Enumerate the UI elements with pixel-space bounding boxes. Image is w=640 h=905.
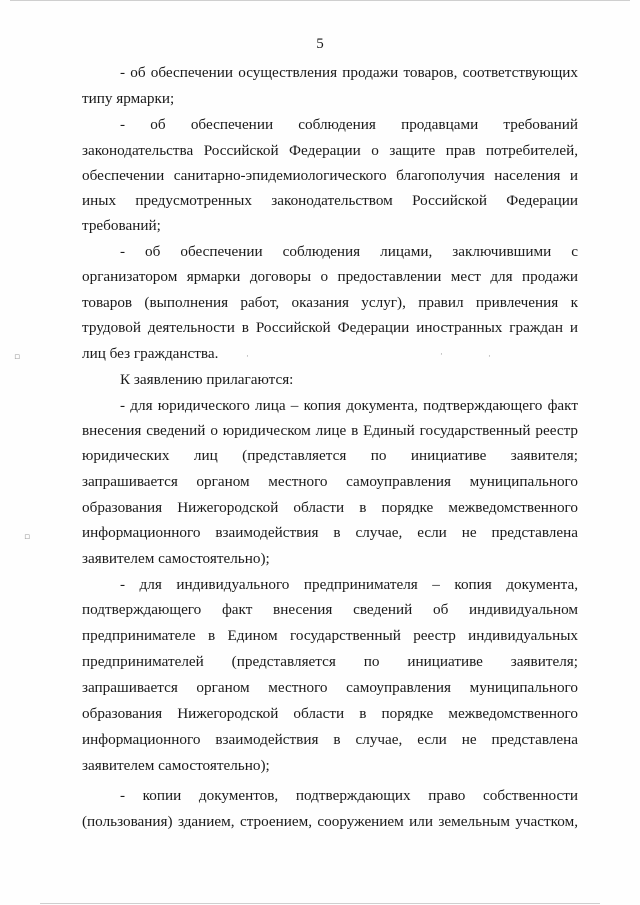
text-line: запрашивается органом местного самоуправления муниципального: [82, 679, 578, 696]
scan-speck: ·: [246, 352, 249, 362]
text-line: информационного взаимодействия в случае, если не представлена: [82, 731, 578, 748]
text-line: информационного взаимодействия в случае, если не представлена: [82, 524, 578, 541]
scan-speck: ▫: [14, 352, 21, 362]
text-line: образования Нижегородской области в порядке межведомственного: [82, 705, 578, 722]
text-line: подтверждающего факт внесения сведений об индивидуальном: [82, 601, 578, 618]
text-line: предпринимателе в Едином государственный реестр индивидуальных: [82, 627, 578, 644]
text-line: - об обеспечении соблюдения продавцами требований: [120, 116, 578, 133]
text-line: - для индивидуального предпринимателя – копия документа,: [120, 576, 578, 593]
text-line: К заявлению прилагаются:: [120, 371, 294, 388]
text-line: заявителем самостоятельно);: [82, 550, 270, 567]
text-line: организатором ярмарки договоры о предоставлении мест для продажи: [82, 268, 578, 285]
text-line: типу ярмарки;: [82, 90, 175, 107]
text-line: иных предусмотренных законодательством Российской Федерации: [82, 192, 578, 209]
text-line: товаров (выполнения работ, оказания услуг), правил привлечения к: [82, 294, 578, 311]
text-line: предпринимателей (представляется по инициативе заявителя;: [82, 653, 578, 670]
scan-edge-bottom: [40, 903, 600, 904]
text-line: образования Нижегородской области в порядке межведомственного: [82, 499, 578, 516]
text-line: законодательства Российской Федерации о защите прав потребителей,: [82, 142, 578, 159]
text-line: юридических лиц (представляется по инициативе заявителя;: [82, 447, 578, 464]
text-line: (пользования) зданием, строением, сооружением или земельным участком,: [82, 813, 578, 830]
text-line: - об обеспечении осуществления продажи товаров, соответствующих: [120, 64, 578, 81]
page-number: 5: [316, 36, 324, 52]
scan-speck: ·: [488, 352, 491, 362]
text-line: требований;: [82, 217, 161, 234]
text-line: - для юридического лица – копия документа, подтверждающего факт: [120, 397, 578, 414]
text-line: - копии документов, подтверждающих право собственности: [120, 787, 578, 804]
text-line: - об обеспечении соблюдения лицами, заключившими с: [120, 243, 578, 260]
scan-edge-top: [10, 0, 630, 1]
text-line: внесения сведений о юридическом лице в Единый государственный реестр: [82, 422, 578, 439]
text-line: лиц без гражданства.: [82, 345, 219, 362]
text-line: заявителем самостоятельно);: [82, 757, 270, 774]
scan-speck: ▫: [24, 532, 31, 542]
text-line: трудовой деятельности в Российской Федерации иностранных граждан и: [82, 319, 578, 336]
text-line: запрашивается органом местного самоуправления муниципального: [82, 473, 578, 490]
text-line: обеспечении санитарно-эпидемиологического благополучия населения и: [82, 167, 578, 184]
scan-speck: ·: [440, 350, 443, 360]
